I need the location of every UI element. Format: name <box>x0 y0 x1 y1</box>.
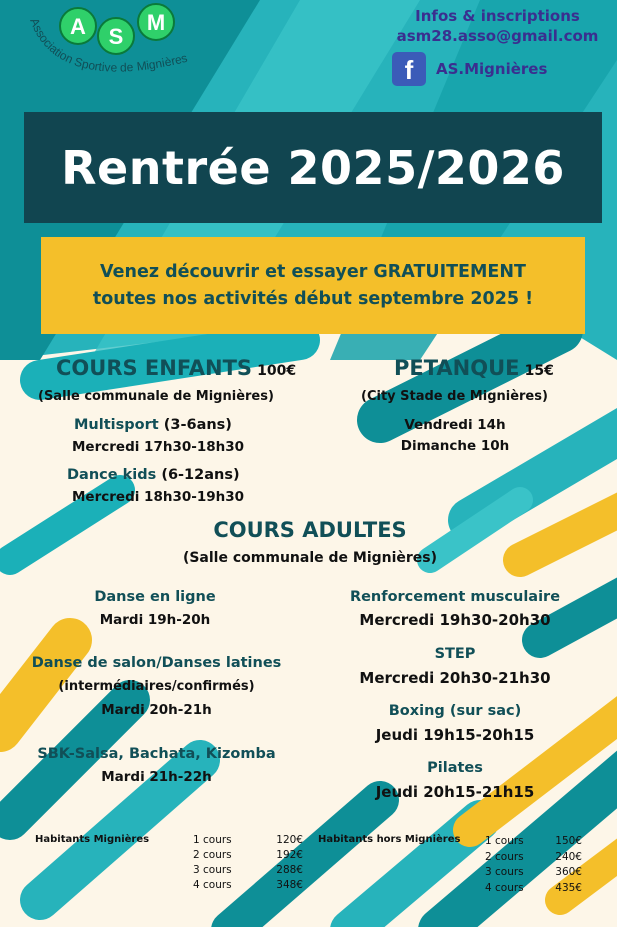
pricing-count: 1 cours <box>193 834 232 846</box>
adult-activity-danse-de-salon: Danse de salon/Danses latines <box>31 655 282 671</box>
pricing-count: 2 cours <box>485 850 524 863</box>
kids-venue: (Salle communale de Mignières) <box>38 389 274 404</box>
adult-activity-time: Mardi 20h-21h <box>101 702 212 718</box>
petanque-title: PETANQUE <box>394 356 520 380</box>
pricing-count: 3 cours <box>193 864 232 876</box>
activity-name: Multisport <box>74 417 159 433</box>
pricing-count: 4 cours <box>485 881 524 894</box>
pricing-row <box>193 849 303 864</box>
adult-activity-danse-en-ligne: Danse en ligne <box>94 589 216 605</box>
activity-tag: (6-12ans) <box>161 467 240 483</box>
logo-letter-a: A <box>70 14 86 39</box>
pricing-row <box>193 879 303 894</box>
petanque-time: Dimanche 10h <box>400 438 510 454</box>
pricing-price: 192€ <box>276 849 303 861</box>
adult-activity-pilates: Pilates <box>427 760 483 776</box>
facebook-row[interactable] <box>392 52 592 86</box>
title-banner <box>24 112 602 223</box>
logo-arc-text: Association Sportive de Mignières <box>27 16 189 75</box>
pricing-row <box>485 851 582 867</box>
contact-email[interactable]: asm28.asso@gmail.com <box>396 27 599 45</box>
kids-activity-time: Mercredi 17h30-18h30 <box>72 439 245 455</box>
kids-price: 100€ <box>257 363 297 379</box>
pricing-row <box>193 864 303 879</box>
petanque-time: Vendredi 14h <box>404 417 506 433</box>
adults-venue: (Salle communale de Mignières) <box>182 550 438 566</box>
facebook-icon: f <box>392 52 426 86</box>
adult-activity-boxing: Boxing (sur sac) <box>388 703 522 719</box>
pricing-non-residents-label: Habitants hors Mignières <box>318 834 461 845</box>
petanque-venue: (City Stade de Mignières) <box>361 389 548 404</box>
adult-activity-time: Mardi 19h-20h <box>99 612 211 628</box>
pricing-row <box>193 834 303 849</box>
pricing-price: 348€ <box>276 879 303 891</box>
kids-heading <box>56 356 296 380</box>
contact-label: Infos & inscriptions <box>415 7 580 25</box>
logo-letter-m: M <box>146 10 166 35</box>
adult-activity-time: Jeudi 20h15-21h15 <box>375 783 535 801</box>
adult-activity-step: STEP <box>434 646 476 662</box>
pricing-non-residents-table <box>485 835 582 897</box>
kids-activity-time: Mercredi 18h30-19h30 <box>72 489 245 505</box>
kids-activity-multisport <box>74 417 232 433</box>
pricing-count: 4 cours <box>193 879 232 891</box>
pricing-price: 435€ <box>555 881 582 894</box>
activity-tag: (3-6ans) <box>163 417 232 433</box>
asm-logo <box>18 0 218 110</box>
adult-activity-time: Jeudi 19h15-20h15 <box>375 726 535 744</box>
petanque-heading <box>394 356 554 380</box>
pricing-count: 2 cours <box>193 849 232 861</box>
facebook-name: AS.Mignières <box>436 60 548 78</box>
pricing-price: 288€ <box>276 864 303 876</box>
adult-activity-time: Mercredi 19h30-20h30 <box>359 611 551 629</box>
adult-activity-renforcement: Renforcement musculaire <box>349 589 561 605</box>
pricing-residents-label: Habitants Mignières <box>35 834 150 845</box>
logo-letter-s: S <box>108 24 124 49</box>
kids-activity-dance-kids <box>67 467 240 483</box>
adult-activity-time: Mardi 21h-22h <box>101 769 212 785</box>
adult-activity-sbk: SBK-Salsa, Bachata, Kizomba <box>37 746 276 762</box>
pricing-row <box>485 866 582 882</box>
activity-name: Dance kids <box>67 467 157 483</box>
page-title: Rentrée 2025/2026 <box>61 140 565 195</box>
pricing-price: 120€ <box>276 834 303 846</box>
contact-block <box>385 6 610 46</box>
adults-title: COURS ADULTES <box>213 518 407 542</box>
pricing-residents-table <box>193 834 303 894</box>
promo-banner <box>41 237 585 334</box>
pricing-price: 150€ <box>555 835 582 847</box>
pricing-price: 240€ <box>555 850 582 863</box>
pricing-count: 1 cours <box>485 835 524 847</box>
kids-title: COURS ENFANTS <box>56 356 253 380</box>
pricing-row <box>485 882 582 898</box>
petanque-price: 15€ <box>524 363 554 379</box>
promo-line-1: Venez découvrir et essayer GRATUITEMENT <box>100 261 526 282</box>
promo-line-2: toutes nos activités début septembre 2025 ! <box>92 288 534 309</box>
pricing-price: 360€ <box>555 866 582 878</box>
pricing-row <box>485 835 582 851</box>
adult-activity-time: Mercredi 20h30-21h30 <box>359 669 551 687</box>
adult-activity-note: (intermédiaires/confirmés) <box>58 679 255 694</box>
pricing-count: 3 cours <box>485 866 524 878</box>
